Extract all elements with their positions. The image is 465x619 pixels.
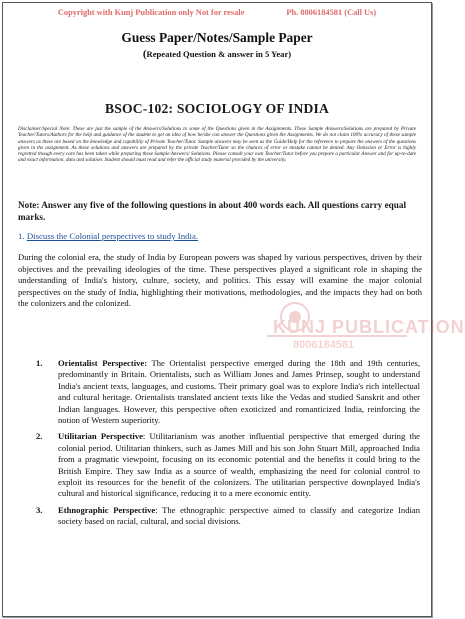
question-number: 1.: [18, 231, 25, 241]
course-title: BSOC-102: SOCIOLOGY OF INDIA: [104, 101, 329, 116]
disclaimer-text: Disclaimer/Special Note: These are just the sample of the Answers/Solutions to some of the Questions given in the Assignments. These Sample Answers/Solutions are prepared by Private Teacher/Tutors/Authors for the help and guidance of the student to get an idea of how he/she can answer the Questions given the Assignments. We do not claim 100% accuracy of these sample answers as these are based on the knowledge and capability of Private Teacher/Tutor. Sample answers may be seen as the Guide/Help for the reference to prepare the answers of the questions given in the assignment. As these solutions and answers are prepared by the private Teacher/Tutor so the chances of error or mistake cannot be denied. Any Omission or Error is highly regretted though every care has been taken while preparing these Sample Answers/ Solutions. Please consult your own Teacher/Tutor before you prepare a particular Answer and for up-to-date and exact information, data and solution. Student should must read and refer the official study material provided by the university.: [18, 126, 416, 164]
copyright-notice: Copyright with Kunj Publication only Not for resale: [57, 8, 245, 17]
answer-intro: During the colonial era, the study of India by European powers was shaped by various perspectives, driven by their objectives and the prevailing ideologies of the time. These perspectives played a significant role in shaping the understanding of India's history, culture, society, and politics. This essay will examine the major colonial perspectives on the study of India, highlighting their motivations, methodologies, and the impacts they had on both the colonizers and the colonized.: [18, 252, 422, 309]
page-subtitle: [3, 48, 431, 60]
document-page: [2, 2, 465, 617]
watermark-phone: 8006184581: [293, 339, 355, 351]
list-item-number: 3.: [36, 504, 43, 515]
list-item: [34, 431, 420, 499]
list-item-text: : The ethnographic perspective aimed to classify and categorize Indian society based on racial, cultural, and social divisions.: [58, 504, 420, 527]
subtitle-open-paren: (: [142, 48, 147, 60]
exam-instruction: Note: Answer any five of the following questions in about 400 words each. All questions carry equal marks.: [18, 200, 407, 222]
perspectives-list: [34, 358, 420, 533]
copyright-banner: [3, 8, 431, 17]
watermark-text: KUNJ PUBLICATION: [273, 317, 465, 337]
list-item-text: : Utilitarianism was another influential perspective that emerged during the colonial period. Utilitarian thinkers, such as James Mill and his son John Stuart Mill, approached India from a pragmatic viewpoint, focusing on its economic potential and the benefits it could bring to the British Empire. They saw India as a source of wealth, emphasizing the need for colonial control to exploit its resources for the benefit of the colonizers. The utilitarian perspective downplayed India's cultural and historical significance, reducing it to a mere economic entity.: [58, 431, 420, 499]
list-item: [34, 358, 420, 426]
question-heading: [18, 231, 198, 241]
page-title: Guess Paper/Notes/Sample Paper: [121, 30, 313, 45]
list-item-term: Orientalist Perspective:: [58, 358, 148, 368]
list-item-number: 2.: [36, 431, 43, 442]
disclaimer: [18, 126, 416, 164]
subtitle-close-paren: ): [288, 49, 292, 59]
contact-phone: Ph. 8006184581 (Call Us): [286, 8, 377, 17]
list-item-number: 1.: [36, 358, 43, 368]
list-item-text: The Orientalist perspective emerged during the 18th and 19th centuries, predominantly in Britain. Orientalists, such as William Jones and James Prinsep, sought to understand India's ancient texts, languages, and customs. Their primary goal was to explore India's rich intellectual and cultural heritage. Orientalists translated ancient texts like the Vedas and studied Sanskrit and other Indian languages. However, this perspective often exoticized and romanticized India, reinforcing the notion of Western superiority.: [58, 358, 420, 426]
subtitle-text: Repeated Question & answer in 5 Year: [146, 49, 289, 59]
list-item-term: Ethnographic Perspective: [58, 504, 156, 515]
list-item-term: Utilitarian Perspective: [58, 431, 143, 442]
list-item: [34, 505, 420, 528]
question-text: Discuss the Colonial perspectives to study India.: [26, 231, 199, 241]
